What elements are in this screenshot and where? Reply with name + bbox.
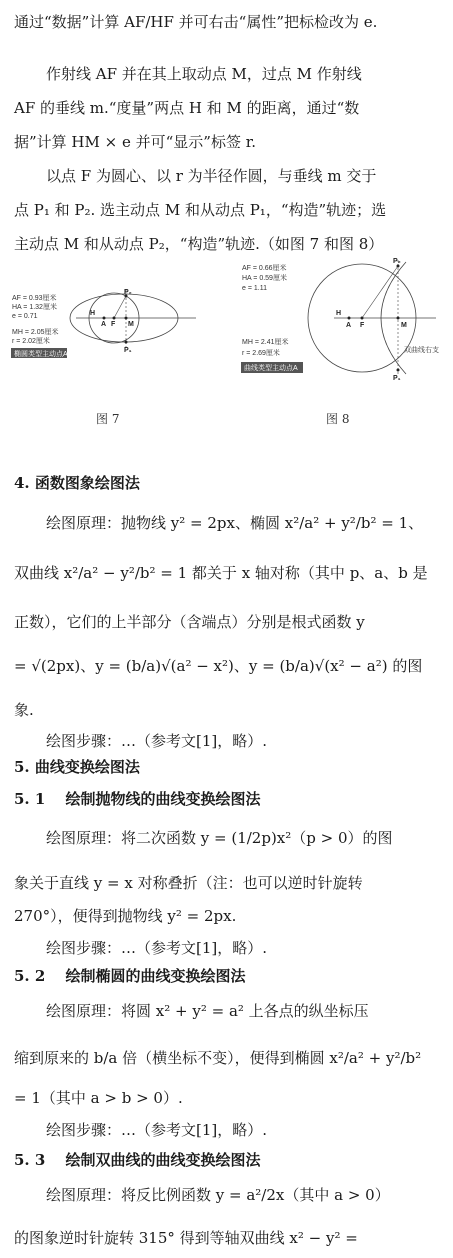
s51-line3: 270°），便得到抛物线 y² = 2px. xyxy=(14,907,237,925)
label-f: F xyxy=(111,321,116,328)
section-5-2-title: 5. 2 绘制椭圆的曲线变换绘图法 xyxy=(14,967,246,985)
s4-line4: = √(2px)、y = (b/a)√(a² − x²)、y = (b/a)√(x² − a²) 的图 xyxy=(14,657,423,675)
s52-line2: 缩到原来的 b/a 倍（横坐标不变），便得到椭圆 x²/a² + y²/b² xyxy=(14,1049,422,1067)
point-f xyxy=(361,317,364,320)
fig8-mh: MH = 2.41厘米 xyxy=(242,339,289,346)
para1-line1: 作射线 AF 并在其上取动点 M，过点 M 作射线 xyxy=(46,65,362,83)
s53-line2: 的图象逆时针旋转 315° 得到等轴双曲线 x² − y² = xyxy=(14,1229,358,1247)
fig8-r: r = 2.69厘米 xyxy=(242,350,280,357)
s4-line1: 绘图原理：抛物线 y² = 2px、椭圆 x²/a² + y²/b² = 1、 xyxy=(46,514,424,532)
fig7-af: AF = 0.93厘米 xyxy=(12,295,57,302)
section-5-title: 5. 曲线变换绘图法 xyxy=(14,758,140,776)
radius-segment xyxy=(114,296,126,318)
label-p2: P₂ xyxy=(393,258,401,265)
point-a xyxy=(348,317,351,320)
s51-line1: 绘图原理：将二次函数 y = (1/2p)x²（p > 0）的图 xyxy=(46,829,393,847)
point-p1 xyxy=(125,341,128,344)
para2-line2: 点 P₁ 和 P₂. 选主动点 M 和从动点 P₁，“构造”轨迹；选 xyxy=(14,201,387,219)
para2-line3: 主动点 M 和从动点 P₂，“构造”轨迹.（如图 7 和图 8） xyxy=(14,235,384,253)
para1-line3: 据”计算 HM × e 并可“显示”标签 r. xyxy=(14,133,257,151)
point-a xyxy=(103,317,106,320)
s52-line3: = 1（其中 a > b > 0）. xyxy=(14,1089,183,1107)
para2-line1: 以点 F 为圆心、以 r 为半径作圆，与垂线 m 交于 xyxy=(46,167,377,185)
label-h: H xyxy=(90,310,96,317)
para1-line2: AF 的垂线 m.“度量”两点 H 和 M 的距离，通过“数 xyxy=(14,99,360,117)
point-f xyxy=(113,317,116,320)
fig8-curve-label: 双曲线右支 xyxy=(404,347,439,354)
text-line-1: 通过“数据”计算 AF/HF 并可右击“属性”把标检改为 e. xyxy=(14,13,378,31)
s51-line4: 绘图步骤：…（参考文[1]，略）. xyxy=(46,939,268,957)
fig7-ha: HA = 1.32厘米 xyxy=(12,304,57,311)
section-5-1-title: 5. 1 绘制抛物线的曲线变换绘图法 xyxy=(14,790,261,808)
section-5-3-title: 5. 3 绘制双曲线的曲线变换绘图法 xyxy=(14,1151,261,1169)
s4-line6: 绘图步骤：…（参考文[1]，略）. xyxy=(46,732,268,750)
fig8-af: AF = 0.66厘米 xyxy=(242,265,287,272)
s4-line2: 双曲线 x²/a² − y²/b² = 1 都关于 x 轴对称（其中 p、a、b 是 xyxy=(14,564,428,582)
figure-7-drawing xyxy=(6,288,211,363)
label-m: M xyxy=(128,321,134,328)
radius-segment xyxy=(362,266,398,318)
point-m xyxy=(397,317,400,320)
label-f: F xyxy=(360,322,365,329)
label-a: A xyxy=(101,321,107,328)
label-m: M xyxy=(401,322,407,329)
fig7-caption: 图 7 xyxy=(96,412,120,426)
figure-8 xyxy=(236,256,451,381)
fig8-button-label: 曲线类型主动点A xyxy=(244,365,298,372)
label-p1: P₁ xyxy=(393,375,401,381)
s4-line5: 象. xyxy=(14,701,34,719)
fig7-e: e = 0.71 xyxy=(12,313,38,320)
s52-line1: 绘图原理：将圆 x² + y² = a² 上各点的纵坐标压 xyxy=(46,1002,369,1020)
figure-7 xyxy=(6,288,211,363)
label-a: A xyxy=(346,322,352,329)
label-p2: P₂ xyxy=(124,289,132,296)
fig7-r: r = 2.02厘米 xyxy=(12,338,50,345)
figure-8-drawing xyxy=(236,256,451,381)
fig8-caption: 图 8 xyxy=(326,412,350,426)
label-p1: P₁ xyxy=(124,347,132,354)
section-4-title: 4. 函数图象绘图法 xyxy=(14,474,140,492)
fig8-ha: HA = 0.59厘米 xyxy=(242,275,287,282)
label-h: H xyxy=(336,310,342,317)
s51-line2: 象关于直线 y = x 对称叠折（注：也可以逆时针旋转 xyxy=(14,874,363,892)
point-m xyxy=(125,317,128,320)
fig7-button-label: 椭圆类型主动点A xyxy=(14,351,68,358)
s4-line3: 正数），它们的上半部分（含端点）分别是根式函数 y xyxy=(14,613,365,631)
s53-line1: 绘图原理：将反比例函数 y = a²/2x（其中 a > 0） xyxy=(46,1186,390,1204)
fig8-e: e = 1.11 xyxy=(242,285,267,292)
s52-line4: 绘图步骤：…（参考文[1]，略）. xyxy=(46,1121,268,1139)
point-p1 xyxy=(397,369,400,372)
fig7-mh: MH = 2.05厘米 xyxy=(12,329,59,336)
